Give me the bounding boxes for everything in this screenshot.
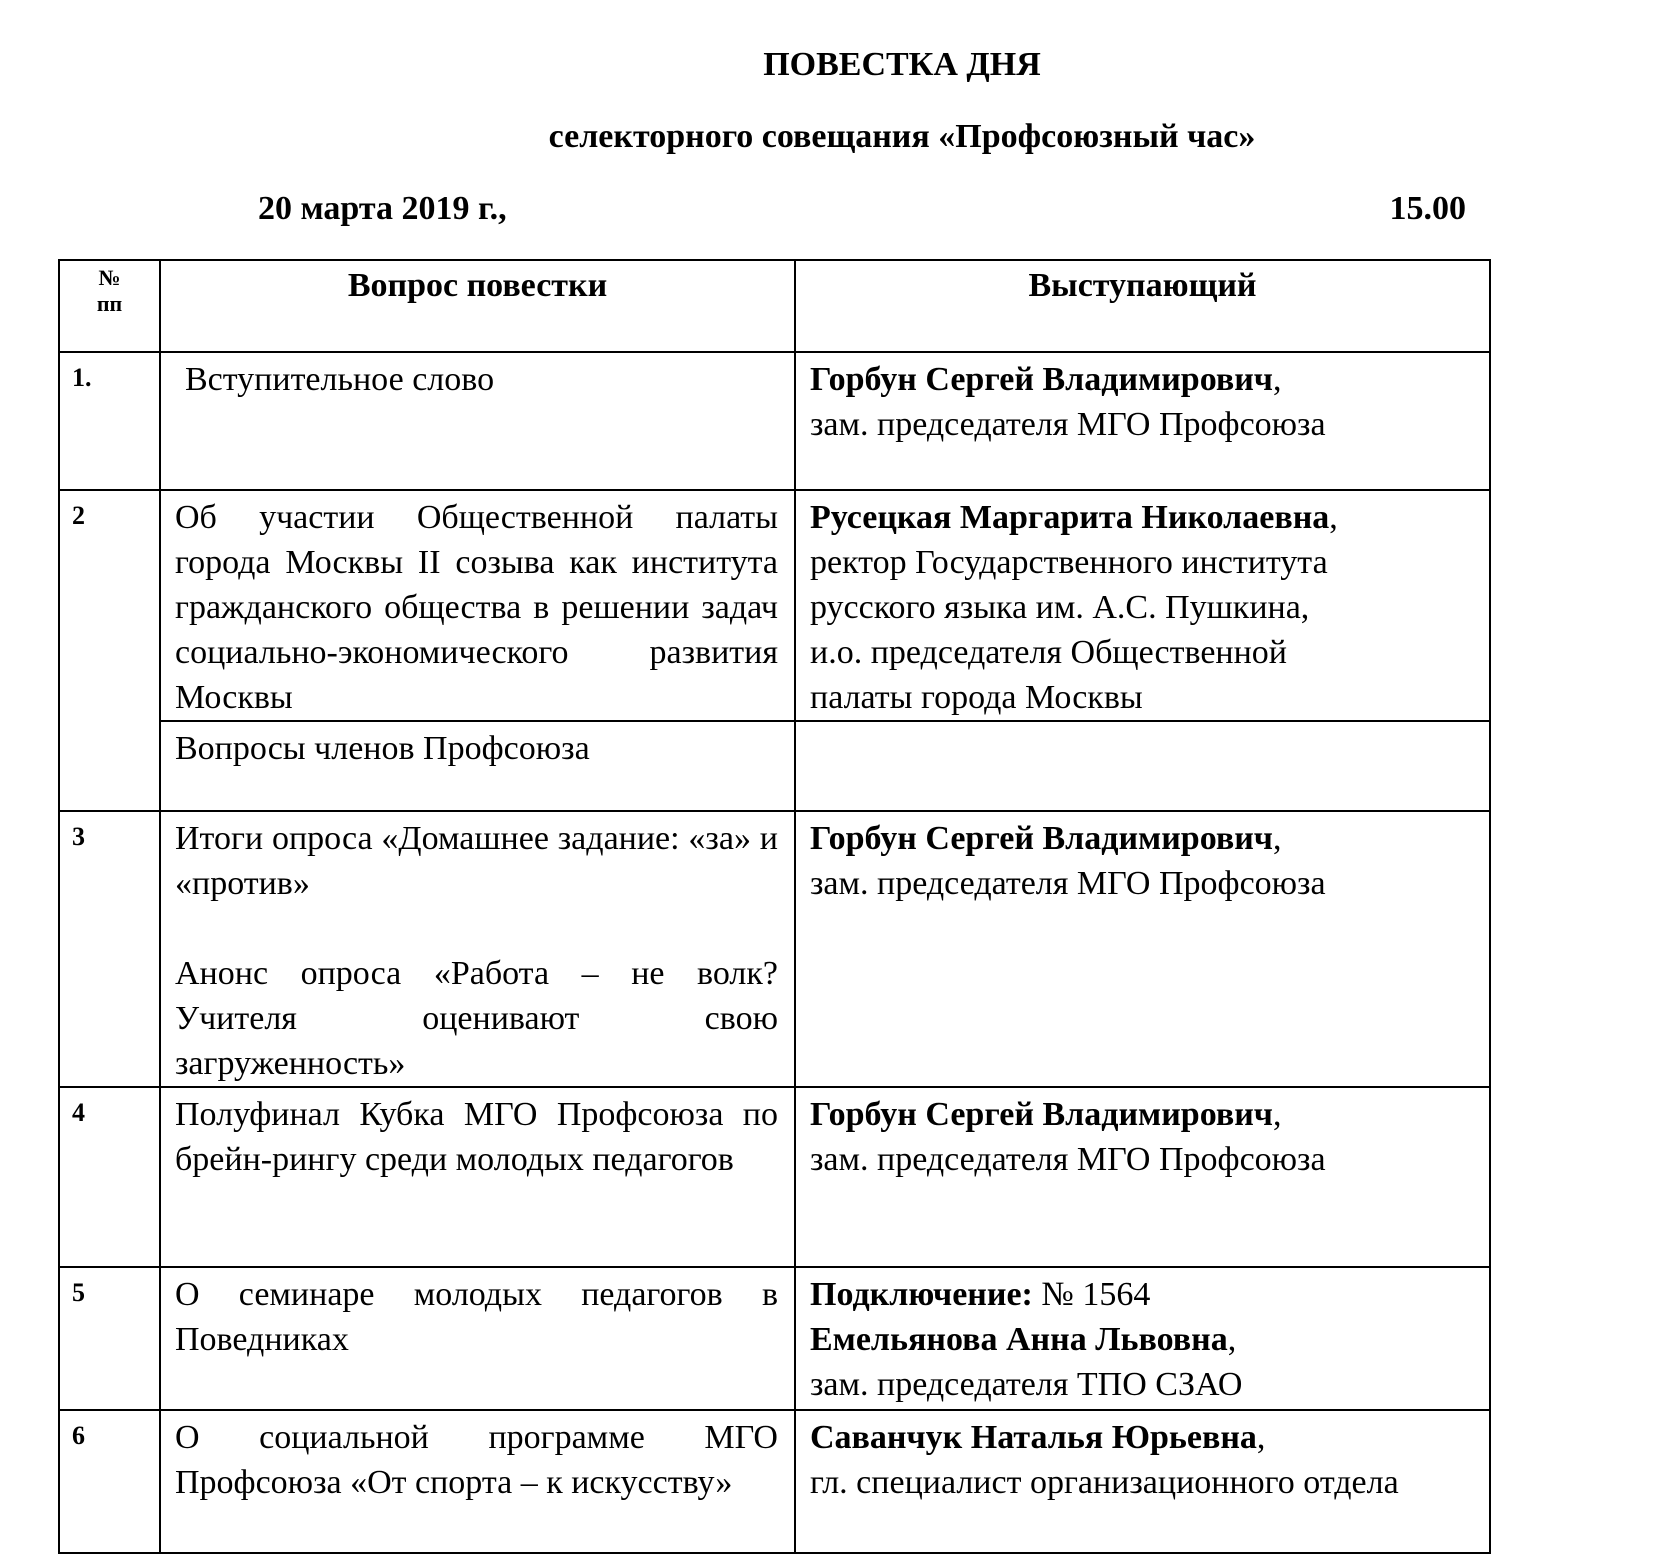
speaker-separator: ,	[1256, 1419, 1266, 1456]
speaker-separator: ,	[1272, 820, 1282, 857]
column-header-number	[59, 260, 160, 352]
speaker-separator: ,	[1272, 1096, 1282, 1133]
speaker-cell	[795, 1410, 1490, 1553]
column-header-number-line1: №	[98, 265, 121, 290]
agenda-subquestion: Вопросы членов Профсоюза	[160, 721, 795, 811]
agenda-question-cell	[160, 811, 795, 1087]
table-row	[59, 1087, 1490, 1267]
agenda-question: Полуфинал Кубка МГО Профсоюза по брейн-рингу среди молодых педагогов	[160, 1087, 795, 1267]
speaker-role-line: ректор Государственного института	[810, 544, 1328, 581]
speaker-separator: ,	[1272, 361, 1282, 398]
agenda-question: Вступительное слово	[160, 352, 795, 490]
row-number: 1.	[59, 352, 160, 490]
connection-label: Подключение:	[810, 1276, 1033, 1313]
speaker-role: зам. председателя МГО Профсоюза	[810, 865, 1326, 902]
speaker-name: Саванчук Наталья Юрьевна	[810, 1419, 1257, 1456]
table-row	[59, 811, 1490, 1087]
row-number: 5	[59, 1267, 160, 1410]
speaker-role-line: палаты города Москвы	[810, 679, 1143, 716]
row-number: 3	[59, 811, 160, 1087]
speaker-role: зам. председателя МГО Профсоюза	[810, 406, 1326, 443]
speaker-role: зам. председателя ТПО СЗАО	[810, 1366, 1243, 1403]
speaker-cell	[795, 1267, 1490, 1410]
speaker-role: зам. председателя МГО Профсоюза	[810, 1141, 1326, 1178]
document-subtitle: селекторного совещания «Профсоюзный час»	[548, 118, 1256, 155]
speaker-name: Емельянова Анна Львовна	[810, 1321, 1228, 1358]
meeting-date: 20 марта 2019 г.,	[258, 190, 507, 227]
row-number: 6	[59, 1410, 160, 1553]
speaker-role-line: русского языка им. А.С. Пушкина,	[810, 589, 1310, 626]
row-number: 4	[59, 1087, 160, 1267]
speaker-cell	[795, 1087, 1490, 1267]
agenda-question: Об участии Общественной палаты города Москвы II созыва как института гражданского общества в решении задач социально-экономического развития Москвы	[160, 490, 795, 721]
table-header-row	[59, 260, 1490, 352]
table-row	[59, 1410, 1490, 1553]
speaker-cell	[795, 490, 1490, 721]
table-subrow	[59, 721, 1490, 811]
agenda-question: О семинаре молодых педагогов в Поведниках	[160, 1267, 795, 1410]
column-header-question: Вопрос повестки	[160, 260, 795, 352]
speaker-role: гл. специалист организационного отдела	[810, 1464, 1399, 1501]
speaker-name: Русецкая Маргарита Николаевна	[810, 499, 1330, 536]
row-number: 2	[59, 490, 160, 811]
table-row	[59, 490, 1490, 721]
connection-value: № 1564	[1032, 1276, 1151, 1313]
document-title: ПОВЕСТКА ДНЯ	[763, 46, 1041, 83]
speaker-cell-empty	[795, 721, 1490, 811]
column-header-number-line2: пп	[96, 291, 123, 316]
speaker-separator: ,	[1227, 1321, 1237, 1358]
agenda-question-announcement: Анонс опроса «Работа – не волк? Учителя оценивают свою загруженность»	[175, 955, 778, 1082]
agenda-table	[58, 259, 1491, 1554]
meeting-time: 15.00	[1389, 190, 1466, 227]
speaker-separator: ,	[1329, 499, 1338, 536]
speaker-name: Горбун Сергей Владимирович	[810, 1096, 1273, 1133]
speaker-name: Горбун Сергей Владимирович	[810, 820, 1273, 857]
speaker-role-line: и.о. председателя Общественной	[810, 634, 1287, 671]
table-row	[59, 352, 1490, 490]
table-row	[59, 1267, 1490, 1410]
agenda-question: Итоги опроса «Домашнее задание: «за» и «против»	[175, 820, 778, 902]
agenda-question: О социальной программе МГО Профсоюза «От спорта – к искусству»	[160, 1410, 795, 1553]
speaker-cell	[795, 811, 1490, 1087]
column-header-speaker: Выступающий	[795, 260, 1490, 352]
speaker-name: Горбун Сергей Владимирович	[810, 361, 1273, 398]
speaker-cell	[795, 352, 1490, 490]
